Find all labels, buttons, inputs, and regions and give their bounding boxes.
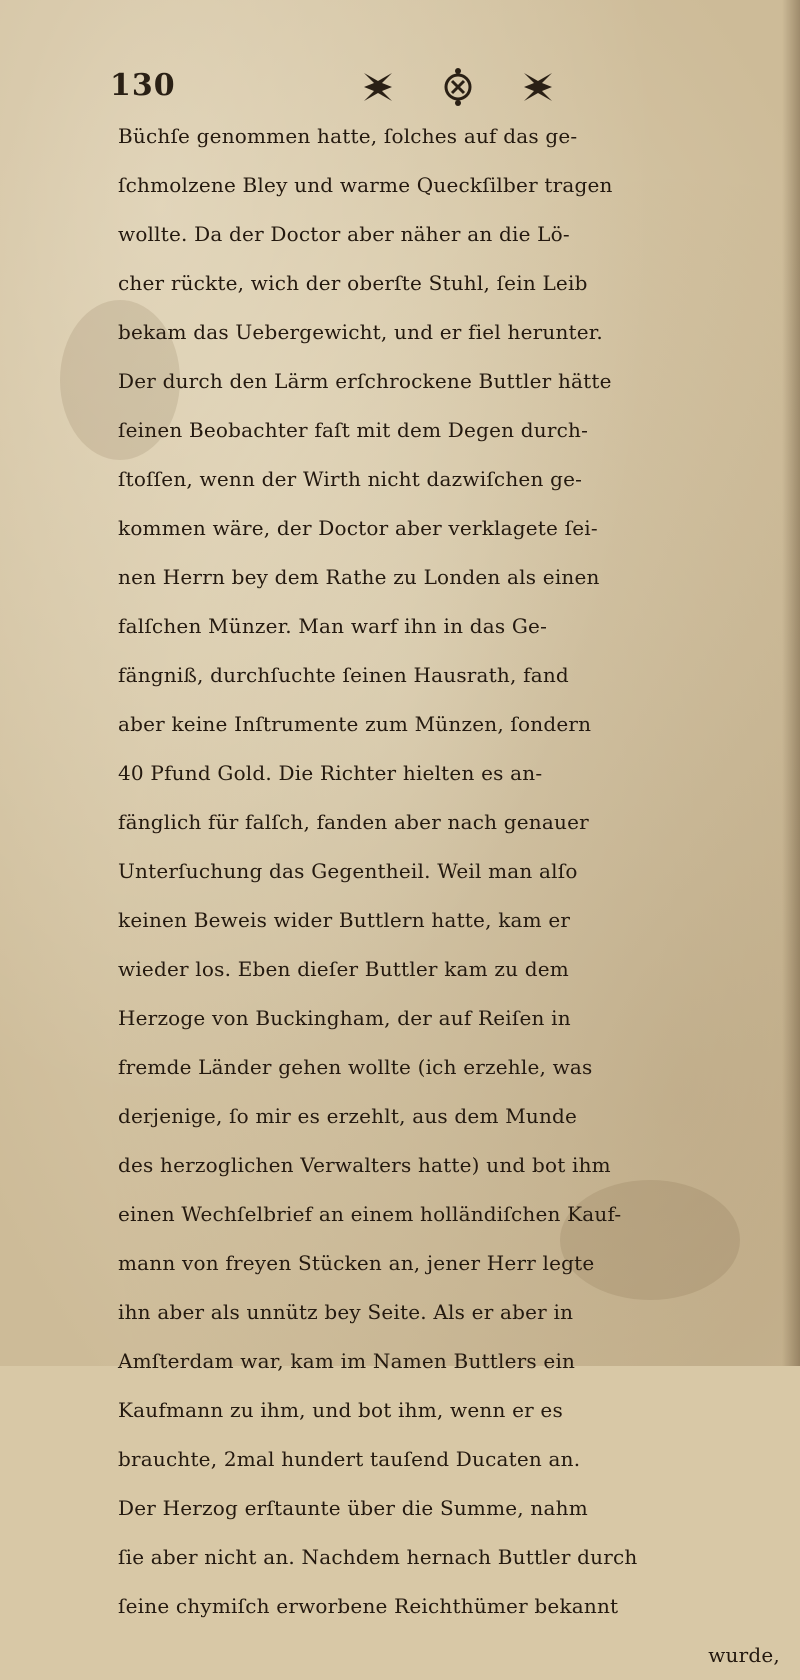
text-line: Amſterdam war, kam im Namen Buttlers ein	[118, 1349, 576, 1373]
text-line: falſchen Münzer. Man warf ihn in das Ge-	[118, 614, 548, 638]
text-line: Der Herzog erſtaunte über die Summe, nahm	[118, 1496, 588, 1520]
text-line: aber keine Inſtrumente zum Münzen, ſondern	[118, 712, 592, 736]
text-line: ſtoſſen, wenn der Wirth nicht dazwiſchen ge-	[118, 467, 583, 491]
page-number: 130	[110, 68, 176, 103]
body-text	[118, 112, 790, 1680]
text-line: keinen Beweis wider Buttlern hatte, kam er	[118, 908, 571, 932]
text-line: nen Herrn bey dem Rathe zu Londen als einen	[118, 565, 600, 589]
catchword: wurde,	[708, 1643, 780, 1667]
text-line: kommen wäre, der Doctor aber verklagete ſei-	[118, 516, 598, 540]
running-header	[110, 62, 750, 112]
text-line: cher rückte, wich der oberſte Stuhl, ſein Leib	[118, 271, 588, 295]
text-line: ſchmolzene Bley und warme Queckſilber tragen	[118, 173, 613, 197]
text-line: Kaufmann zu ihm, und bot ihm, wenn er es	[118, 1398, 563, 1422]
text-line: bekam das Uebergewicht, und er fiel herunter.	[118, 320, 603, 344]
text-line: derjenige, ſo mir es erzehlt, aus dem Munde	[118, 1104, 578, 1128]
text-line: fängniß, durchſuchte ſeinen Hausrath, fand	[118, 663, 569, 687]
text-line: einen Wechſelbrief an einem holländiſchen Kauf-	[118, 1202, 622, 1226]
text-line: fänglich für falſch, fanden aber nach genauer	[118, 810, 589, 834]
text-line: wollte. Da der Doctor aber näher an die Lö-	[118, 222, 570, 246]
header-ornament-icon	[358, 62, 558, 112]
text-line: Herzoge von Buckingham, der auf Reiſen in	[118, 1006, 571, 1030]
text-line: fremde Länder gehen wollte (ich erzehle, was	[118, 1055, 593, 1079]
text-line: wieder los. Eben dieſer Buttler kam zu dem	[118, 957, 569, 981]
text-line: brauchte, 2mal hundert tauſend Ducaten an.	[118, 1447, 581, 1471]
text-line: Der durch den Lärm erſchrockene Buttler hätte	[118, 369, 612, 393]
text-line: mann von freyen Stücken an, jener Herr legte	[118, 1251, 595, 1275]
text-line: ihn aber als unnütz bey Seite. Als er aber in	[118, 1300, 574, 1324]
text-line: 40 Pfund Gold. Die Richter hielten es an-	[118, 761, 543, 785]
text-line: ſie aber nicht an. Nachdem hernach Buttler durch	[118, 1545, 638, 1569]
text-line: ſeinen Beobachter faſt mit dem Degen durch-	[118, 418, 589, 442]
text-line: Unterſuchung das Gegentheil. Weil man alſo	[118, 859, 578, 883]
text-line: Büchſe genommen hatte, ſolches auf das ge-	[118, 124, 578, 148]
text-line: des herzoglichen Verwalters hatte) und bot ihm	[118, 1153, 611, 1177]
text-line: ſeine chymiſch erworbene Reichthümer bekannt	[118, 1594, 619, 1618]
